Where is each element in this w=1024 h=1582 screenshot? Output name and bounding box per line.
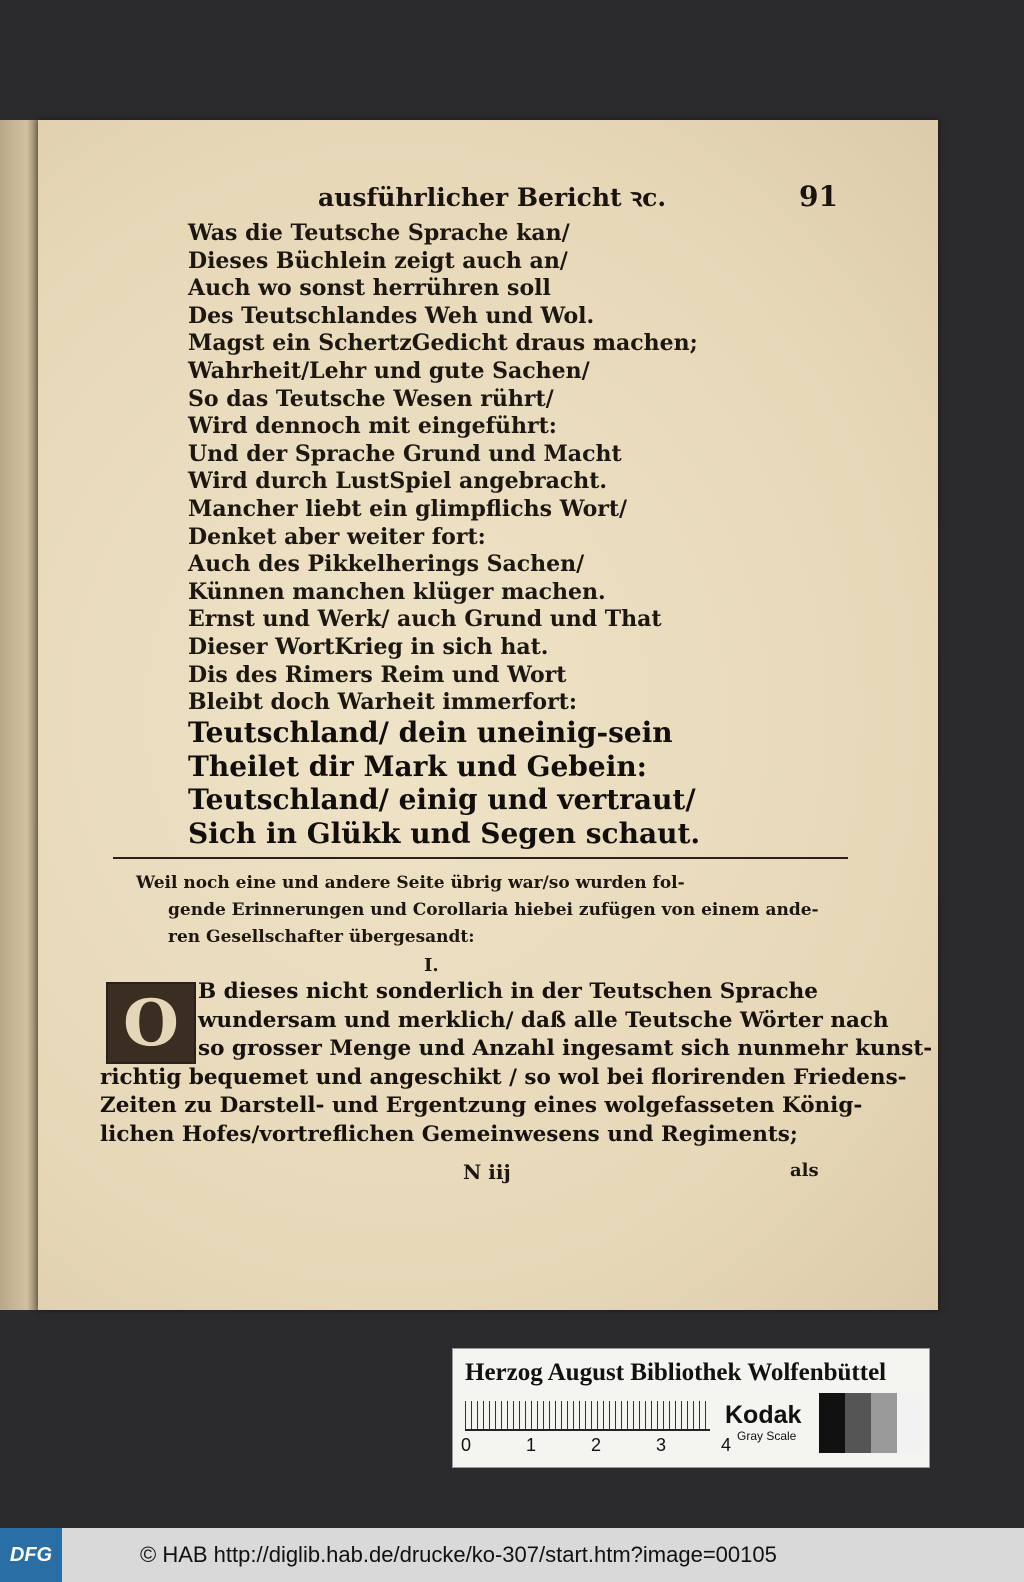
running-head: [318, 180, 838, 214]
body-line: richtig bequemet und angeschikt / so wol bei florirenden Friedens-: [100, 1064, 907, 1090]
verse-line: Künnen manchen klüger machen.: [188, 578, 606, 605]
verse-line: Was die Teutsche Sprache kan/: [188, 220, 570, 246]
kodak-logo: Kodak: [725, 1401, 802, 1429]
running-head-title: ausführlicher Bericht ꝛc.: [318, 183, 667, 212]
editorial-note: [136, 870, 828, 951]
ruler-label: 2: [590, 1435, 601, 1455]
divider-rule: [113, 857, 848, 859]
gray-patch: [871, 1393, 897, 1453]
note-line: ren Gesellschafter übergesandt:: [168, 927, 475, 947]
ruler-label: 4: [720, 1435, 731, 1455]
verse-line: Bleibt doch Warheit immerfort:: [188, 689, 577, 716]
viewer-footer: [0, 1528, 1024, 1582]
verse-line: Magst ein SchertzGedicht draus machen;: [188, 330, 698, 357]
dfg-logo: DFG: [0, 1528, 62, 1582]
facing-page-edge: [0, 120, 38, 1310]
gray-patch: [897, 1393, 923, 1453]
verse-line: So das Teutsche Wesen rührt/: [188, 385, 554, 412]
gray-scale-label: Gray Scale: [737, 1429, 797, 1443]
body-line: Zeiten zu Darstell- und Ergentzung eines wolgefasseten König-: [100, 1093, 863, 1118]
page-number: 91: [799, 180, 838, 213]
verse-line: Wird durch LustSpiel angebracht.: [188, 468, 608, 495]
verse-line: Auch wo sonst herrühren soll: [188, 275, 551, 302]
body-line: B dieses nicht sonderlich in der Teutschen Sprache: [198, 979, 818, 1004]
closing-verse-line: Teutschland/ einig und vertraut/: [188, 783, 696, 816]
catchword: als: [790, 1160, 819, 1181]
note-line: Weil noch eine und andere Seite übrig war/so wurden fol-: [136, 873, 685, 893]
color-reference-card: [452, 1348, 930, 1468]
verse-line: Des Teutschlandes Weh und Wol.: [188, 302, 595, 329]
verse-line: Ernst und Werk/ auch Grund und That: [188, 606, 662, 633]
section-numeral: I.: [424, 955, 439, 976]
copyright-link[interactable]: © HAB http://diglib.hab.de/drucke/ko-307/start.htm?image=00105: [140, 1542, 777, 1567]
library-name: Herzog August Bibliothek Wolfenbüttel: [465, 1359, 887, 1386]
verse-line: Wird dennoch mit eingeführt:: [188, 413, 557, 440]
decorated-initial: O: [106, 982, 196, 1064]
verse-line: Dis des Rimers Reim und Wort: [188, 661, 567, 688]
closing-verse-block: [188, 716, 828, 850]
note-line: gende Erinnerungen und Corollaria hiebei zufügen von einem ande-: [168, 900, 819, 920]
ruler-labels: [461, 1435, 731, 1456]
verse-line: Dieser WortKrieg in sich hat.: [188, 633, 549, 660]
closing-verse-line: Theilet dir Mark und Gebein:: [188, 749, 648, 783]
verse-line: Dieses Büchlein zeigt auch an/: [188, 247, 568, 274]
body-line: so grosser Menge und Anzahl ingesamt sich nunmehr kunst-: [198, 1036, 933, 1061]
measurement-ruler: [465, 1401, 710, 1431]
gray-patches: [819, 1393, 923, 1453]
verse-line: Wahrheit/Lehr und gute Sachen/: [188, 357, 590, 384]
verse-line: Auch des Pikkelherings Sachen/: [188, 551, 585, 578]
signature-mark: N iij: [463, 1160, 511, 1184]
closing-verse-line: Teutschland/ dein uneinig-sein: [188, 716, 673, 749]
body-paragraph: [100, 978, 933, 1149]
closing-verse-line: Sich in Glükk und Segen schaut.: [188, 816, 701, 850]
ruler-label: 1: [525, 1435, 536, 1455]
body-line: lichen Hofes/vortreflichen Gemeinwesens und Regiments;: [100, 1121, 798, 1147]
body-line: wundersam und merklich/ daß alle Teutsche Wörter nach: [198, 1007, 889, 1033]
ruler-label: 3: [655, 1435, 666, 1455]
verse-block: [188, 220, 828, 717]
verse-line: Denket aber weiter fort:: [188, 523, 486, 550]
verse-line: Und der Sprache Grund und Macht: [188, 440, 622, 467]
book-page: [38, 120, 938, 1310]
gray-patch: [819, 1393, 845, 1453]
gray-patch: [845, 1393, 871, 1453]
ruler-label: 0: [461, 1435, 472, 1455]
verse-line: Mancher liebt ein glimpflichs Wort/: [188, 495, 628, 522]
